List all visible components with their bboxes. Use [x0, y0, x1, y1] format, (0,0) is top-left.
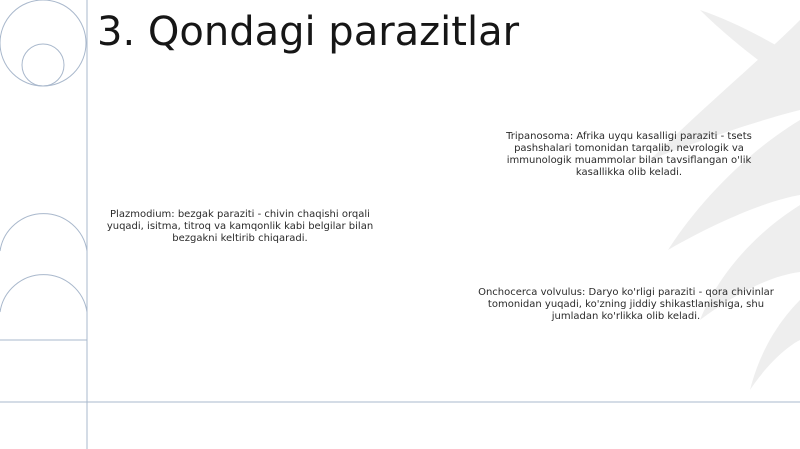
- palm-leaf-icon: [650, 10, 800, 390]
- lower-arch: [0, 275, 87, 312]
- outer-circle: [0, 0, 86, 86]
- text-block-plazmodium: Plazmodium: bezgak paraziti - chivin chaqishi orqali yuqadi, isitma, titroq va kamqonlik kabi belgilar bilan bezgakni keltirib chiqaradi.: [106, 209, 374, 244]
- upper-arch: [0, 214, 87, 340]
- text-block-tripanosoma: Tripanosoma: Afrika uyqu kasalligi paraziti - tsets pashshalari tomonidan tarqalib, nevrologik va immunologik muammolar bilan tavsiflangan o'lik kasallikka olib keladi.: [506, 131, 752, 178]
- slide-title: 3. Qondagi parazitlar: [97, 9, 520, 55]
- inner-circle: [22, 44, 64, 86]
- text-block-onchocerca: Onchocerca volvulus: Daryo ko'rligi paraziti - qora chivinlar tomonidan yuqadi, ko'zning jiddiy shikastlanishiga, shu jumladan ko'rlikka olib keladi.: [478, 287, 774, 322]
